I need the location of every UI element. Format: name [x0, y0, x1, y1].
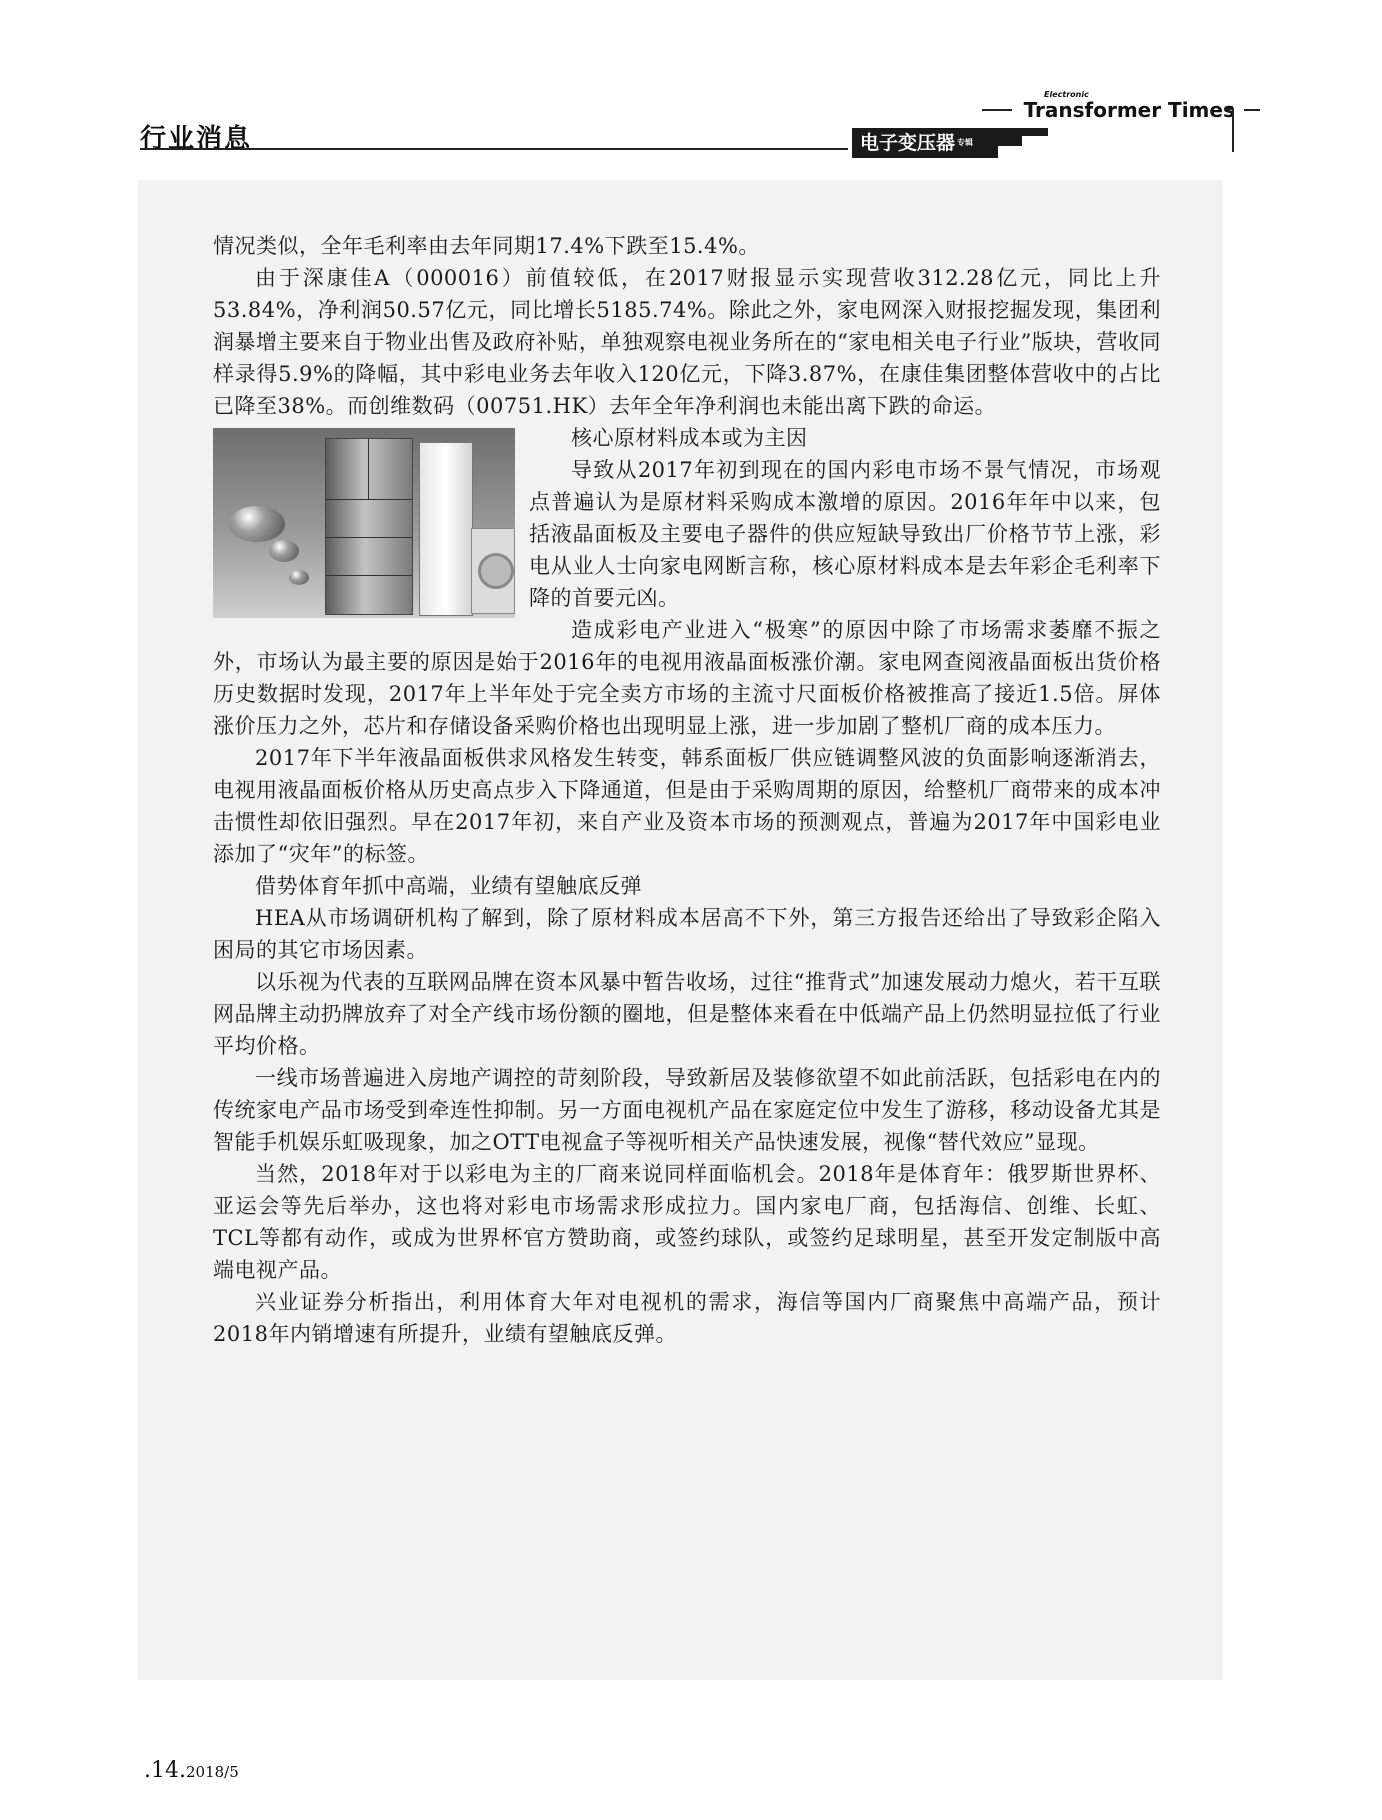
paragraph: 以乐视为代表的互联网品牌在资本风暴中暂告收场，过往“推背式”加速发展动力熄火，若干互联网品牌主动扔牌放弃了对全产线市场份额的圈地，但是整体来看在中低端产品上仍然明显拉低了行业平均价格。	[213, 970, 1161, 1058]
water-drop	[229, 506, 285, 542]
page-footer	[144, 1758, 239, 1783]
paragraph: 当然，2018年对于以彩电为主的厂商来说同样面临机会。2018年是体育年：俄罗斯世界杯、亚运会等先后举办，这也将对彩电市场需求形成拉力。国内家电厂商，包括海信、创维、长虹、TCL等都有动作，或成为世界杯官方赞助商，或签约球队，或签约足球明星，甚至开发定制版中高端电视产品。	[213, 1162, 1161, 1282]
paragraph: 导致从2017年初到现在的国内彩电市场不景气情况，市场观点普遍认为是原材料采购成本激增的原因。2016年年中以来，包括液晶面板及主要电子器件的供应短缺导致出厂价格节节上涨，彩电从业人士向家电网断言称，核心原材料成本是去年彩企毛利率下降的首要元凶。	[529, 458, 1161, 610]
magazine-logo	[852, 128, 998, 158]
refrigerator-seam	[368, 439, 369, 499]
masthead-small-text: Electronic	[1044, 90, 1089, 99]
washer-door	[478, 553, 514, 589]
refrigerator-seam	[326, 499, 412, 500]
masthead	[982, 90, 1260, 122]
refrigerator	[325, 438, 413, 615]
issue-date: 2018/5	[185, 1763, 239, 1781]
logo-sup: 专辑	[957, 138, 974, 147]
masthead-dash-left	[982, 109, 1012, 111]
masthead-bracket	[1224, 108, 1234, 152]
paragraph: 造成彩电产业进入“极寒”的原因中除了市场需求萎靡不振之外，市场认为最主要的原因是始于2016年的电视用液晶面板涨价潮。家电网查阅液晶面板出货价格历史数据时发现，2017年上半年处于完全卖方市场的主流寸尺面板价格被推高了接近1.5倍。屏体涨价压力之外，芯片和存储设备采购价格也出现明显上涨，进一步加剧了整机厂商的成本压力。	[213, 618, 1161, 738]
page-number: .14.	[144, 1758, 186, 1783]
masthead-dash-right	[1244, 109, 1260, 111]
refrigerator-seam	[326, 575, 412, 576]
article-body	[213, 230, 1161, 1350]
logo-step-decoration	[998, 128, 1022, 146]
water-drop	[289, 570, 309, 585]
subheading: 借势体育年抓中高端，业绩有望触底反弹	[255, 874, 642, 898]
refrigerator-seam	[326, 537, 412, 538]
washing-machine	[471, 528, 515, 614]
paragraph: 一线市场普遍进入房地产调控的苛刻阶段，导致新居及装修欲望不如此前活跃，包括彩电在内的传统家电产品市场受到牵连性抑制。另一方面电视机产品在家庭定位中发生了游移，移动设备尤其是智能手机娱乐虹吸现象，加之OTT电视盒子等视听相关产品快速发展，视像“替代效应”显现。	[213, 1066, 1161, 1154]
logo-text: 电子变压器	[860, 132, 956, 154]
appliances-image	[213, 428, 515, 618]
logo-step-decoration	[1022, 128, 1048, 136]
air-conditioner	[419, 442, 473, 616]
water-drop	[269, 540, 299, 562]
paragraph: 由于深康佳A（000016）前值较低，在2017财报显示实现营收312.28亿元，同比上升53.84%，净利润50.57亿元，同比增长5185.74%。除此之外，家电网深入财报挖掘发现，集团利润暴增主要来自于物业出售及政府补贴，单独观察电视业务所在的“家电相关电子行业”版块，营收同样录得5.9%的降幅，其中彩电业务去年收入120亿元，下降3.87%，在康佳集团整体营收中的占比已降至38%。而创维数码（00751.HK）去年全年净利润也未能出离下跌的命运。	[213, 266, 1161, 418]
paragraph: HEA从市场调研机构了解到，除了原材料成本居高不下外，第三方报告还给出了导致彩企陷入困局的其它市场因素。	[213, 906, 1161, 962]
header-rule	[140, 148, 848, 150]
section-title: 行业消息	[140, 124, 253, 154]
paragraph: 情况类似，全年毛利率由去年同期17.4%下跌至15.4%。	[213, 234, 760, 258]
paragraph: 2017年下半年液晶面板供求风格发生转变，韩系面板厂供应链调整风波的负面影响逐渐消去，电视用液晶面板价格从历史高点步入下降通道，但是由于采购周期的原因，给整机厂商带来的成本冲击惯性却依旧强烈。早在2017年初，来自产业及资本市场的预测观点，普遍为2017年中国彩电业添加了“灾年”的标签。	[213, 746, 1161, 866]
masthead-name: Transformer Times	[1023, 98, 1235, 122]
subheading: 核心原材料成本或为主因	[571, 426, 808, 450]
paragraph: 兴业证券分析指出，利用体育大年对电视机的需求，海信等国内厂商聚焦中高端产品，预计2018年内销增速有所提升，业绩有望触底反弹。	[213, 1290, 1161, 1346]
